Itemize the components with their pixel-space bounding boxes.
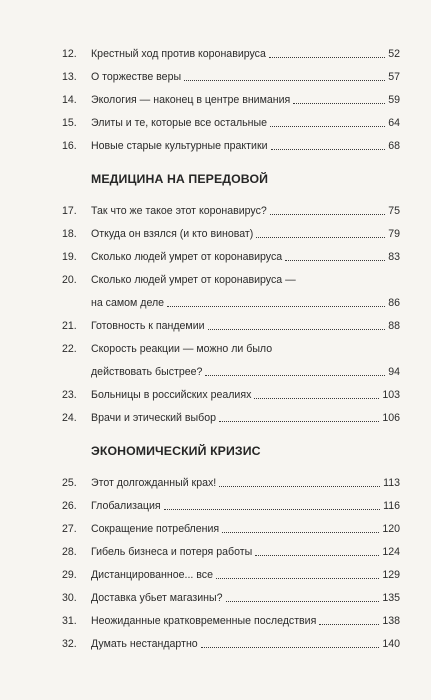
entry-title: Экология — наконец в центре внимания: [91, 94, 291, 106]
entry-title: Гибель бизнеса и потеря работы: [91, 546, 253, 558]
entry-number: 21.: [62, 320, 77, 332]
leader-dots: [167, 306, 385, 307]
entry-page: 94: [388, 366, 400, 378]
entry-title: Готовность к пандемии: [91, 320, 205, 332]
entry-page: 140: [382, 638, 400, 650]
entry-page: 135: [382, 592, 400, 604]
entry-number: 31.: [62, 615, 77, 627]
leader-dots: [270, 126, 385, 127]
section-heading: ЭКОНОМИЧЕСКИЙ КРИЗИС: [91, 444, 261, 458]
entry-number: 30.: [62, 592, 77, 604]
entry-page: 52: [388, 48, 400, 60]
entry-title: Врачи и этический выбор: [91, 412, 217, 424]
entry-page: 113: [383, 477, 400, 489]
entry-title: Сокращение потребления: [91, 523, 220, 535]
entry-title: Откуда он взялся (и кто виноват): [91, 228, 254, 240]
leader-dots: [256, 237, 385, 238]
leader-dots: [201, 647, 380, 648]
entry-number: 29.: [62, 569, 77, 581]
entry-title-line1: Сколько людей умрет от коронавируса —: [91, 274, 296, 286]
entry-page: 59: [388, 94, 400, 106]
entry-page: 83: [388, 251, 400, 263]
entry-title: Этот долгожданный крах!: [91, 477, 217, 489]
leader-dots: [222, 532, 379, 533]
entry-title: Крестный ход против коронавируса: [91, 48, 266, 60]
leader-dots: [270, 214, 385, 215]
entry-title: Неожиданные кратковременные последствия: [91, 615, 317, 627]
leader-dots: [219, 486, 380, 487]
entry-title: Дистанцированное... все: [91, 569, 213, 581]
entry-number: 28.: [62, 546, 77, 558]
entry-number: 20.: [62, 274, 77, 286]
leader-dots: [255, 555, 379, 556]
entry-title: Элиты и те, которые все остальные: [91, 117, 268, 129]
entry-number: 22.: [62, 343, 77, 355]
entry-page: 129: [382, 569, 400, 581]
entry-title: Так что же такое этот коронавирус?: [91, 205, 267, 217]
leader-dots: [216, 578, 379, 579]
leader-dots: [208, 329, 386, 330]
leader-dots: [269, 57, 385, 58]
entry-number: 32.: [62, 638, 77, 650]
entry-number: 14.: [62, 94, 77, 106]
entry-title: Новые старые культурные практики: [91, 140, 268, 152]
entry-number: 24.: [62, 412, 77, 424]
leader-dots: [164, 509, 380, 510]
entry-page: 75: [388, 205, 400, 217]
entry-page: 120: [382, 523, 400, 535]
entry-page: 103: [382, 389, 400, 401]
entry-title: Глобализация: [91, 500, 161, 512]
entry-page: 124: [382, 546, 400, 558]
entry-number: 15.: [62, 117, 77, 129]
leader-dots: [184, 80, 385, 81]
entry-title: Сколько людей умрет от коронавируса: [91, 251, 283, 263]
leader-dots: [254, 398, 379, 399]
entry-number: 13.: [62, 71, 77, 83]
entry-number: 25.: [62, 477, 77, 489]
entry-title: действовать быстрее?: [91, 366, 203, 378]
leader-dots: [319, 624, 379, 625]
leader-dots: [293, 103, 385, 104]
entry-number: 16.: [62, 140, 77, 152]
entry-title-line1: Скорость реакции — можно ли было: [91, 343, 273, 355]
entry-title: Больницы в российских реалиях: [91, 389, 252, 401]
leader-dots: [271, 149, 386, 150]
entry-title: Думать нестандартно: [91, 638, 198, 650]
entry-page: 106: [382, 412, 400, 424]
entry-page: 79: [388, 228, 400, 240]
entry-title: Доставка убьет магазины?: [91, 592, 223, 604]
entry-title: О торжестве веры: [91, 71, 182, 83]
leader-dots: [285, 260, 385, 261]
entry-page: 116: [383, 500, 400, 512]
section-heading: МЕДИЦИНА НА ПЕРЕДОВОЙ: [91, 172, 269, 186]
leader-dots: [219, 421, 379, 422]
entry-number: 27.: [62, 523, 77, 535]
entry-page: 68: [388, 140, 400, 152]
entry-number: 12.: [62, 48, 77, 60]
entry-number: 17.: [62, 205, 77, 217]
entry-number: 26.: [62, 500, 77, 512]
entry-number: 19.: [62, 251, 77, 263]
leader-dots: [205, 375, 385, 376]
entry-number: 23.: [62, 389, 77, 401]
entry-page: 88: [388, 320, 400, 332]
entry-page: 138: [382, 615, 400, 627]
leader-dots: [226, 601, 380, 602]
entry-page: 57: [388, 71, 400, 83]
entry-page: 86: [388, 297, 400, 309]
entry-number: 18.: [62, 228, 77, 240]
entry-title: на самом деле: [91, 297, 165, 309]
entry-page: 64: [388, 117, 400, 129]
